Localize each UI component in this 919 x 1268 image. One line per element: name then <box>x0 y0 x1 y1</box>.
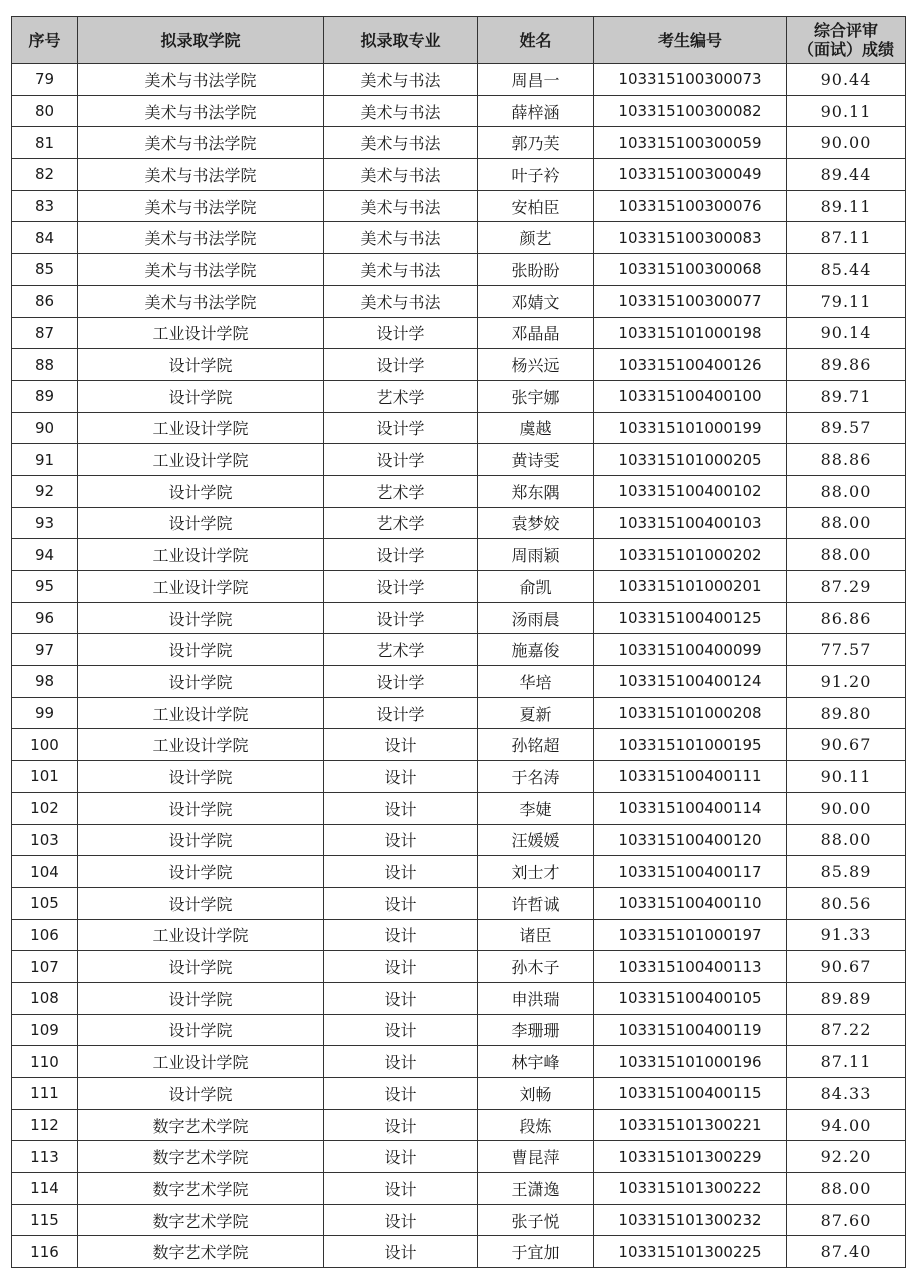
table-row <box>12 982 906 1014</box>
cell-index: 93 <box>12 507 78 539</box>
cell-score: 84.33 <box>787 1078 906 1110</box>
cell-major: 设计 <box>324 1236 478 1268</box>
cell-major: 设计 <box>324 951 478 983</box>
cell-index: 95 <box>12 571 78 603</box>
cell-score: 87.22 <box>787 1014 906 1046</box>
cell-college: 美术与书法学院 <box>78 127 324 159</box>
table-row <box>12 349 906 381</box>
cell-name: 李婕 <box>478 792 594 824</box>
cell-exam-id: 103315100400120 <box>594 824 787 856</box>
header-name: 姓名 <box>478 17 594 64</box>
cell-major: 设计 <box>324 1204 478 1236</box>
cell-exam-id: 103315100400115 <box>594 1078 787 1110</box>
cell-major: 设计 <box>324 729 478 761</box>
cell-college: 设计学院 <box>78 887 324 919</box>
cell-index: 101 <box>12 761 78 793</box>
cell-college: 设计学院 <box>78 634 324 666</box>
cell-major: 美术与书法 <box>324 222 478 254</box>
table-row <box>12 697 906 729</box>
cell-major: 设计 <box>324 1046 478 1078</box>
table-row <box>12 761 906 793</box>
cell-exam-id: 103315101300229 <box>594 1141 787 1173</box>
cell-index: 108 <box>12 982 78 1014</box>
cell-exam-id: 103315101000198 <box>594 317 787 349</box>
cell-name: 曹昆萍 <box>478 1141 594 1173</box>
cell-index: 111 <box>12 1078 78 1110</box>
table-row <box>12 64 906 96</box>
cell-exam-id: 103315100300073 <box>594 64 787 96</box>
table-row <box>12 444 906 476</box>
table-row <box>12 1014 906 1046</box>
cell-score: 90.67 <box>787 729 906 761</box>
table-row <box>12 951 906 983</box>
cell-index: 96 <box>12 602 78 634</box>
table-row <box>12 380 906 412</box>
cell-major: 设计 <box>324 856 478 888</box>
cell-exam-id: 103315100400105 <box>594 982 787 1014</box>
cell-college: 设计学院 <box>78 824 324 856</box>
table-row <box>12 1109 906 1141</box>
cell-exam-id: 103315100400110 <box>594 887 787 919</box>
cell-index: 87 <box>12 317 78 349</box>
cell-score: 87.29 <box>787 571 906 603</box>
cell-name: 安柏臣 <box>478 190 594 222</box>
cell-index: 115 <box>12 1204 78 1236</box>
cell-college: 数字艺术学院 <box>78 1204 324 1236</box>
cell-exam-id: 103315101300222 <box>594 1173 787 1205</box>
cell-name: 颜艺 <box>478 222 594 254</box>
cell-exam-id: 103315101000199 <box>594 412 787 444</box>
cell-college: 设计学院 <box>78 761 324 793</box>
cell-major: 设计学 <box>324 539 478 571</box>
cell-major: 艺术学 <box>324 475 478 507</box>
cell-index: 80 <box>12 95 78 127</box>
cell-index: 97 <box>12 634 78 666</box>
cell-score: 91.20 <box>787 666 906 698</box>
table-row <box>12 475 906 507</box>
cell-name: 李珊珊 <box>478 1014 594 1046</box>
cell-major: 设计 <box>324 824 478 856</box>
cell-name: 林宇峰 <box>478 1046 594 1078</box>
cell-score: 90.11 <box>787 761 906 793</box>
cell-name: 夏新 <box>478 697 594 729</box>
cell-college: 设计学院 <box>78 507 324 539</box>
cell-exam-id: 103315101000202 <box>594 539 787 571</box>
cell-index: 99 <box>12 697 78 729</box>
cell-name: 周雨颖 <box>478 539 594 571</box>
cell-index: 98 <box>12 666 78 698</box>
cell-index: 112 <box>12 1109 78 1141</box>
cell-index: 100 <box>12 729 78 761</box>
cell-major: 设计学 <box>324 571 478 603</box>
cell-exam-id: 103315100400117 <box>594 856 787 888</box>
cell-index: 103 <box>12 824 78 856</box>
cell-exam-id: 103315100400113 <box>594 951 787 983</box>
header-college: 拟录取学院 <box>78 17 324 64</box>
cell-score: 90.00 <box>787 792 906 824</box>
cell-exam-id: 103315100300068 <box>594 254 787 286</box>
cell-exam-id: 103315100300059 <box>594 127 787 159</box>
cell-name: 郑东隅 <box>478 475 594 507</box>
cell-major: 设计 <box>324 1141 478 1173</box>
cell-college: 数字艺术学院 <box>78 1173 324 1205</box>
cell-name: 周昌一 <box>478 64 594 96</box>
cell-exam-id: 103315100300082 <box>594 95 787 127</box>
cell-college: 工业设计学院 <box>78 1046 324 1078</box>
cell-exam-id: 103315100400102 <box>594 475 787 507</box>
cell-exam-id: 103315100400111 <box>594 761 787 793</box>
cell-exam-id: 103315101000195 <box>594 729 787 761</box>
cell-college: 数字艺术学院 <box>78 1109 324 1141</box>
cell-name: 薛梓涵 <box>478 95 594 127</box>
cell-name: 于名涛 <box>478 761 594 793</box>
cell-name: 许哲诚 <box>478 887 594 919</box>
cell-exam-id: 103315100400114 <box>594 792 787 824</box>
cell-score: 90.00 <box>787 127 906 159</box>
table-row <box>12 1078 906 1110</box>
cell-score: 88.00 <box>787 1173 906 1205</box>
cell-score: 87.40 <box>787 1236 906 1268</box>
cell-college: 美术与书法学院 <box>78 254 324 286</box>
cell-major: 设计 <box>324 1173 478 1205</box>
cell-index: 86 <box>12 285 78 317</box>
cell-score: 77.57 <box>787 634 906 666</box>
cell-name: 孙铭超 <box>478 729 594 761</box>
cell-name: 黄诗雯 <box>478 444 594 476</box>
cell-score: 89.71 <box>787 380 906 412</box>
cell-score: 85.89 <box>787 856 906 888</box>
cell-college: 设计学院 <box>78 951 324 983</box>
cell-score: 90.14 <box>787 317 906 349</box>
header-exam-id: 考生编号 <box>594 17 787 64</box>
table-row <box>12 317 906 349</box>
cell-college: 工业设计学院 <box>78 317 324 349</box>
cell-score: 89.86 <box>787 349 906 381</box>
cell-index: 102 <box>12 792 78 824</box>
cell-exam-id: 103315100400119 <box>594 1014 787 1046</box>
table-row <box>12 190 906 222</box>
cell-name: 汤雨晨 <box>478 602 594 634</box>
cell-major: 设计学 <box>324 697 478 729</box>
cell-exam-id: 103315100400124 <box>594 666 787 698</box>
cell-exam-id: 103315100300077 <box>594 285 787 317</box>
header-score <box>787 17 906 64</box>
cell-score: 87.11 <box>787 222 906 254</box>
table-row <box>12 1173 906 1205</box>
cell-name: 郭乃芙 <box>478 127 594 159</box>
cell-exam-id: 103315101000208 <box>594 697 787 729</box>
cell-score: 87.60 <box>787 1204 906 1236</box>
cell-score: 79.11 <box>787 285 906 317</box>
cell-index: 106 <box>12 919 78 951</box>
table-row <box>12 602 906 634</box>
table-row <box>12 792 906 824</box>
cell-college: 工业设计学院 <box>78 729 324 761</box>
admission-table <box>11 16 906 1268</box>
cell-name: 邓婧文 <box>478 285 594 317</box>
cell-score: 89.44 <box>787 159 906 191</box>
cell-major: 美术与书法 <box>324 95 478 127</box>
cell-major: 设计 <box>324 761 478 793</box>
cell-exam-id: 103315101000205 <box>594 444 787 476</box>
table-row <box>12 824 906 856</box>
cell-major: 设计 <box>324 1014 478 1046</box>
cell-index: 104 <box>12 856 78 888</box>
table-row <box>12 1204 906 1236</box>
header-major: 拟录取专业 <box>324 17 478 64</box>
cell-college: 设计学院 <box>78 380 324 412</box>
cell-major: 设计 <box>324 1109 478 1141</box>
table-row <box>12 571 906 603</box>
cell-name: 张子悦 <box>478 1204 594 1236</box>
cell-score: 88.00 <box>787 824 906 856</box>
cell-score: 88.86 <box>787 444 906 476</box>
cell-name: 袁梦姣 <box>478 507 594 539</box>
cell-index: 81 <box>12 127 78 159</box>
cell-college: 设计学院 <box>78 666 324 698</box>
cell-score: 92.20 <box>787 1141 906 1173</box>
cell-name: 诸臣 <box>478 919 594 951</box>
cell-name: 段炼 <box>478 1109 594 1141</box>
cell-exam-id: 103315101300221 <box>594 1109 787 1141</box>
cell-name: 叶子衿 <box>478 159 594 191</box>
header-score-line1: 综合评审 <box>813 21 878 40</box>
cell-major: 美术与书法 <box>324 285 478 317</box>
cell-index: 92 <box>12 475 78 507</box>
cell-exam-id: 103315101000197 <box>594 919 787 951</box>
cell-score: 87.11 <box>787 1046 906 1078</box>
cell-major: 设计学 <box>324 317 478 349</box>
cell-college: 设计学院 <box>78 1078 324 1110</box>
table-row <box>12 159 906 191</box>
cell-index: 113 <box>12 1141 78 1173</box>
table-row <box>12 412 906 444</box>
cell-index: 91 <box>12 444 78 476</box>
cell-college: 设计学院 <box>78 1014 324 1046</box>
cell-name: 汪媛媛 <box>478 824 594 856</box>
table-body <box>12 64 906 1268</box>
cell-exam-id: 103315101300232 <box>594 1204 787 1236</box>
cell-college: 工业设计学院 <box>78 571 324 603</box>
cell-score: 89.80 <box>787 697 906 729</box>
cell-score: 86.86 <box>787 602 906 634</box>
cell-exam-id: 103315100300049 <box>594 159 787 191</box>
cell-index: 85 <box>12 254 78 286</box>
cell-college: 数字艺术学院 <box>78 1141 324 1173</box>
cell-major: 设计 <box>324 792 478 824</box>
cell-college: 工业设计学院 <box>78 412 324 444</box>
cell-score: 90.67 <box>787 951 906 983</box>
cell-college: 数字艺术学院 <box>78 1236 324 1268</box>
cell-name: 王潇逸 <box>478 1173 594 1205</box>
cell-college: 设计学院 <box>78 792 324 824</box>
cell-score: 89.89 <box>787 982 906 1014</box>
cell-major: 设计 <box>324 1078 478 1110</box>
cell-score: 90.11 <box>787 95 906 127</box>
cell-score: 90.44 <box>787 64 906 96</box>
cell-college: 设计学院 <box>78 475 324 507</box>
cell-college: 工业设计学院 <box>78 539 324 571</box>
table-row <box>12 1236 906 1268</box>
cell-major: 设计学 <box>324 349 478 381</box>
cell-score: 89.57 <box>787 412 906 444</box>
table-row <box>12 1046 906 1078</box>
cell-exam-id: 103315101000201 <box>594 571 787 603</box>
cell-index: 94 <box>12 539 78 571</box>
cell-index: 88 <box>12 349 78 381</box>
cell-major: 美术与书法 <box>324 254 478 286</box>
cell-name: 华培 <box>478 666 594 698</box>
cell-name: 刘士才 <box>478 856 594 888</box>
table-row <box>12 539 906 571</box>
header-row <box>12 17 906 64</box>
table-row <box>12 729 906 761</box>
cell-name: 虞越 <box>478 412 594 444</box>
cell-college: 美术与书法学院 <box>78 190 324 222</box>
cell-college: 美术与书法学院 <box>78 285 324 317</box>
table-row <box>12 254 906 286</box>
table-row <box>12 1141 906 1173</box>
cell-score: 80.56 <box>787 887 906 919</box>
table-row <box>12 666 906 698</box>
table-row <box>12 919 906 951</box>
cell-college: 设计学院 <box>78 856 324 888</box>
cell-name: 施嘉俊 <box>478 634 594 666</box>
cell-score: 85.44 <box>787 254 906 286</box>
cell-college: 设计学院 <box>78 602 324 634</box>
cell-major: 设计 <box>324 887 478 919</box>
table-row <box>12 887 906 919</box>
cell-major: 设计 <box>324 982 478 1014</box>
cell-major: 艺术学 <box>324 380 478 412</box>
header-index: 序号 <box>12 17 78 64</box>
cell-index: 84 <box>12 222 78 254</box>
cell-major: 美术与书法 <box>324 190 478 222</box>
cell-major: 美术与书法 <box>324 159 478 191</box>
cell-score: 88.00 <box>787 507 906 539</box>
table-row <box>12 222 906 254</box>
cell-name: 申洪瑞 <box>478 982 594 1014</box>
cell-major: 设计学 <box>324 444 478 476</box>
table-row <box>12 285 906 317</box>
cell-name: 张盼盼 <box>478 254 594 286</box>
cell-college: 工业设计学院 <box>78 919 324 951</box>
cell-exam-id: 103315100400125 <box>594 602 787 634</box>
cell-college: 工业设计学院 <box>78 697 324 729</box>
cell-exam-id: 103315100300076 <box>594 190 787 222</box>
cell-index: 116 <box>12 1236 78 1268</box>
cell-name: 于宜加 <box>478 1236 594 1268</box>
cell-score: 94.00 <box>787 1109 906 1141</box>
cell-index: 89 <box>12 380 78 412</box>
cell-college: 设计学院 <box>78 982 324 1014</box>
header-score-line2: （面试）成绩 <box>797 40 894 59</box>
cell-major: 设计 <box>324 919 478 951</box>
cell-index: 110 <box>12 1046 78 1078</box>
cell-college: 美术与书法学院 <box>78 159 324 191</box>
cell-name: 邓晶晶 <box>478 317 594 349</box>
cell-name: 刘畅 <box>478 1078 594 1110</box>
cell-exam-id: 103315100400103 <box>594 507 787 539</box>
table-row <box>12 634 906 666</box>
cell-major: 艺术学 <box>324 634 478 666</box>
cell-major: 艺术学 <box>324 507 478 539</box>
cell-name: 杨兴远 <box>478 349 594 381</box>
cell-index: 83 <box>12 190 78 222</box>
table-row <box>12 127 906 159</box>
cell-index: 109 <box>12 1014 78 1046</box>
cell-exam-id: 103315100300083 <box>594 222 787 254</box>
table-row <box>12 95 906 127</box>
cell-score: 89.11 <box>787 190 906 222</box>
table-row <box>12 856 906 888</box>
cell-college: 设计学院 <box>78 349 324 381</box>
cell-score: 88.00 <box>787 475 906 507</box>
cell-score: 91.33 <box>787 919 906 951</box>
cell-college: 美术与书法学院 <box>78 64 324 96</box>
cell-exam-id: 103315100400100 <box>594 380 787 412</box>
cell-index: 114 <box>12 1173 78 1205</box>
cell-exam-id: 103315100400099 <box>594 634 787 666</box>
table-header <box>12 17 906 64</box>
cell-name: 孙木子 <box>478 951 594 983</box>
cell-college: 工业设计学院 <box>78 444 324 476</box>
cell-major: 设计学 <box>324 602 478 634</box>
cell-major: 设计学 <box>324 412 478 444</box>
cell-name: 俞凯 <box>478 571 594 603</box>
cell-major: 美术与书法 <box>324 64 478 96</box>
cell-index: 107 <box>12 951 78 983</box>
cell-score: 88.00 <box>787 539 906 571</box>
cell-index: 79 <box>12 64 78 96</box>
admission-list-sheet <box>11 16 906 1268</box>
table-row <box>12 507 906 539</box>
cell-exam-id: 103315100400126 <box>594 349 787 381</box>
cell-index: 90 <box>12 412 78 444</box>
cell-exam-id: 103315101300225 <box>594 1236 787 1268</box>
cell-major: 设计学 <box>324 666 478 698</box>
cell-major: 美术与书法 <box>324 127 478 159</box>
cell-index: 82 <box>12 159 78 191</box>
cell-college: 美术与书法学院 <box>78 95 324 127</box>
cell-name: 张宇娜 <box>478 380 594 412</box>
cell-exam-id: 103315101000196 <box>594 1046 787 1078</box>
cell-index: 105 <box>12 887 78 919</box>
cell-college: 美术与书法学院 <box>78 222 324 254</box>
